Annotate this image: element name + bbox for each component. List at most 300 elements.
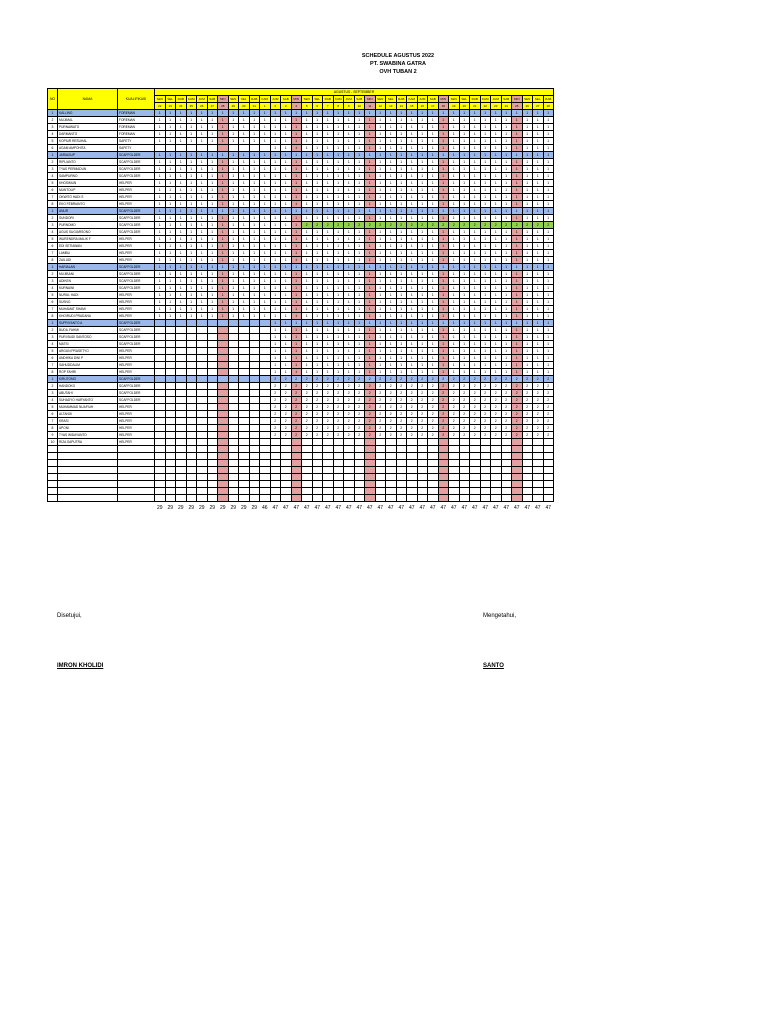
shift-cell: 1	[417, 348, 428, 355]
shift-cell: 1	[470, 369, 481, 376]
shift-cell	[165, 432, 176, 439]
shift-cell: 1	[291, 327, 302, 334]
shift-cell: 1	[333, 369, 344, 376]
shift-cell: 1	[533, 299, 544, 306]
shift-cell: 1	[281, 313, 292, 320]
shift-cell: 1	[407, 341, 418, 348]
day-header: JUM	[270, 96, 281, 103]
employee-qualification: SCAFFOLDER	[118, 159, 155, 166]
shift-cell: 1	[375, 236, 386, 243]
shift-cell: 1	[491, 292, 502, 299]
shift-cell: 1	[438, 362, 449, 369]
empty-row	[48, 488, 554, 495]
shift-cell: 1	[428, 264, 439, 271]
shift-cell: 1	[239, 117, 250, 124]
shift-cell	[186, 334, 197, 341]
shift-cell	[386, 481, 397, 488]
shift-cell: 1	[354, 264, 365, 271]
day-header: JUM	[491, 96, 502, 103]
table-row	[48, 201, 554, 208]
shift-cell: 1	[407, 236, 418, 243]
shift-cell	[543, 474, 554, 481]
employee-name: SAHUDDALIM	[58, 362, 118, 369]
shift-cell	[302, 460, 313, 467]
shift-cell: 1	[228, 208, 239, 215]
shift-cell: 1	[491, 334, 502, 341]
day-header: MIN	[438, 96, 449, 103]
total-count: 47	[387, 505, 394, 511]
shift-cell: 2	[365, 411, 376, 418]
shift-cell	[249, 145, 260, 152]
shift-cell: 1	[228, 117, 239, 124]
shift-cell: 1	[459, 334, 470, 341]
shift-cell: 1	[428, 180, 439, 187]
shift-cell: 1	[270, 341, 281, 348]
shift-cell: 2	[480, 397, 491, 404]
shift-cell: 1	[449, 201, 460, 208]
shift-cell: 1	[281, 131, 292, 138]
shift-cell: 2	[543, 411, 554, 418]
shift-cell	[186, 404, 197, 411]
shift-cell: 2	[449, 383, 460, 390]
shift-cell	[365, 439, 376, 446]
shift-cell: 1	[512, 278, 523, 285]
shift-cell	[249, 467, 260, 474]
shift-cell	[239, 418, 250, 425]
shift-cell: 2	[323, 432, 334, 439]
shift-cell: 1	[365, 292, 376, 299]
shift-cell: 1	[407, 243, 418, 250]
shift-cell: 1	[417, 355, 428, 362]
shift-cell	[438, 474, 449, 481]
shift-cell: 1	[249, 250, 260, 257]
table-row	[48, 306, 554, 313]
employee-name: RIPLIANTO	[58, 159, 118, 166]
shift-cell: 1	[249, 257, 260, 264]
shift-cell: 1	[470, 152, 481, 159]
shift-cell: 1	[470, 285, 481, 292]
shift-cell: 1	[480, 299, 491, 306]
shift-cell: 1	[165, 201, 176, 208]
shift-cell	[365, 495, 376, 502]
shift-cell: 2	[491, 383, 502, 390]
shift-cell: 1	[386, 285, 397, 292]
shift-cell: 1	[165, 236, 176, 243]
shift-cell	[323, 474, 334, 481]
shift-cell: 1	[522, 152, 533, 159]
shift-cell	[512, 467, 523, 474]
shift-cell	[176, 348, 187, 355]
shift-cell: 1	[312, 271, 323, 278]
shift-cell: 1	[459, 320, 470, 327]
shift-cell: 1	[375, 327, 386, 334]
shift-cell: 1	[302, 264, 313, 271]
shift-cell: 2	[480, 376, 491, 383]
shift-cell: 1	[260, 159, 271, 166]
shift-cell	[354, 460, 365, 467]
shift-cell: 2	[312, 411, 323, 418]
shift-cell	[491, 467, 502, 474]
shift-cell	[512, 453, 523, 460]
shift-cell	[218, 348, 229, 355]
shift-cell: 2	[386, 397, 397, 404]
shift-cell: 1	[281, 208, 292, 215]
shift-cell	[438, 495, 449, 502]
shift-cell: 2	[407, 222, 418, 229]
shift-cell: 1	[375, 313, 386, 320]
shift-cell: 1	[407, 334, 418, 341]
shift-cell: 1	[239, 306, 250, 313]
shift-cell	[249, 341, 260, 348]
shift-cell: 1	[312, 215, 323, 222]
shift-cell: 1	[365, 124, 376, 131]
shift-cell: 1	[428, 117, 439, 124]
shift-cell: 1	[270, 236, 281, 243]
shift-cell: 1	[312, 341, 323, 348]
shift-cell: 1	[270, 215, 281, 222]
shift-cell: 2	[354, 425, 365, 432]
shift-cell	[344, 446, 355, 453]
shift-cell: 1	[375, 152, 386, 159]
shift-cell: 1	[281, 173, 292, 180]
shift-cell: 1	[291, 229, 302, 236]
shift-cell: 2	[354, 383, 365, 390]
shift-cell	[470, 453, 481, 460]
day-header: JUM	[197, 96, 208, 103]
shift-cell: 1	[438, 306, 449, 313]
shift-cell	[365, 446, 376, 453]
shift-cell	[197, 404, 208, 411]
shift-cell: 1	[207, 313, 218, 320]
shift-cell: 1	[522, 313, 533, 320]
date-header: 7	[323, 103, 334, 110]
shift-cell: 2	[428, 418, 439, 425]
shift-cell	[228, 362, 239, 369]
shift-cell: 1	[533, 271, 544, 278]
shift-cell: 1	[207, 180, 218, 187]
shift-cell: 1	[365, 257, 376, 264]
shift-cell	[197, 383, 208, 390]
shift-cell: 1	[428, 362, 439, 369]
shift-cell: 1	[407, 208, 418, 215]
shift-cell	[312, 453, 323, 460]
shift-cell: 2	[365, 425, 376, 432]
shift-cell	[281, 488, 292, 495]
day-header: KAM	[334, 97, 342, 101]
shift-cell: 1	[249, 285, 260, 292]
shift-cell: 1	[417, 327, 428, 334]
total-count: 29	[209, 505, 216, 511]
shift-cell	[333, 453, 344, 460]
shift-cell: 2	[470, 425, 481, 432]
shift-cell: 1	[302, 341, 313, 348]
shift-cell: 1	[386, 327, 397, 334]
shift-cell: 2	[365, 376, 376, 383]
shift-cell: 1	[165, 173, 176, 180]
shift-cell: 1	[344, 334, 355, 341]
shift-cell: 1	[218, 278, 229, 285]
shift-cell	[354, 453, 365, 460]
shift-cell: 1	[344, 292, 355, 299]
shift-cell: 1	[281, 152, 292, 159]
shift-cell: 1	[176, 264, 187, 271]
day-header: SAB	[501, 96, 512, 103]
shift-cell	[228, 481, 239, 488]
shift-cell: 1	[438, 271, 449, 278]
shift-cell: 1	[218, 313, 229, 320]
shift-cell: 1	[396, 362, 407, 369]
shift-cell: 2	[396, 383, 407, 390]
shift-cell	[501, 446, 512, 453]
shift-cell: 1	[291, 222, 302, 229]
shift-cell: 1	[428, 306, 439, 313]
shift-cell	[260, 495, 271, 502]
shift-cell: 1	[239, 278, 250, 285]
shift-cell: 2	[428, 383, 439, 390]
shift-cell: 1	[407, 117, 418, 124]
shift-cell: 1	[186, 152, 197, 159]
shift-cell: 1	[249, 292, 260, 299]
shift-cell: 2	[333, 397, 344, 404]
row-number: 3	[48, 124, 58, 131]
shift-cell	[207, 348, 218, 355]
shift-cell: 1	[186, 271, 197, 278]
shift-cell: 1	[155, 215, 166, 222]
shift-cell: 1	[165, 264, 176, 271]
shift-cell: 1	[270, 313, 281, 320]
shift-cell	[176, 376, 187, 383]
shift-cell	[260, 481, 271, 488]
shift-cell: 1	[512, 208, 523, 215]
shift-cell: 1	[459, 369, 470, 376]
shift-cell	[165, 355, 176, 362]
shift-cell	[417, 495, 428, 502]
shift-cell: 1	[522, 194, 533, 201]
shift-cell: 2	[417, 390, 428, 397]
shift-cell: 1	[417, 313, 428, 320]
shift-cell: 1	[491, 159, 502, 166]
shift-cell: 1	[396, 334, 407, 341]
shift-cell	[260, 460, 271, 467]
shift-cell: 1	[365, 243, 376, 250]
shift-cell: 1	[449, 264, 460, 271]
shift-cell: 1	[218, 243, 229, 250]
shift-cell: 1	[302, 257, 313, 264]
shift-cell: 1	[491, 180, 502, 187]
shift-cell: 1	[438, 257, 449, 264]
shift-cell: 1	[302, 229, 313, 236]
shift-cell: 1	[501, 180, 512, 187]
day-header: SEL	[459, 96, 470, 103]
shift-cell	[165, 481, 176, 488]
unit-name: OVH TUBAN 2	[379, 69, 417, 75]
shift-cell: 2	[522, 432, 533, 439]
shift-cell: 1	[333, 173, 344, 180]
shift-cell	[186, 439, 197, 446]
shift-cell: 1	[344, 187, 355, 194]
shift-cell: 1	[155, 138, 166, 145]
shift-cell: 1	[323, 229, 334, 236]
shift-cell: 1	[312, 278, 323, 285]
date-header: 22	[155, 103, 166, 110]
shift-cell: 1	[417, 138, 428, 145]
shift-cell: 1	[449, 320, 460, 327]
shift-cell: 1	[480, 145, 491, 152]
shift-cell	[239, 320, 250, 327]
shift-cell: 2	[375, 418, 386, 425]
shift-cell	[155, 390, 166, 397]
shift-cell: 1	[207, 215, 218, 222]
shift-cell: 2	[302, 425, 313, 432]
shift-cell	[333, 439, 344, 446]
shift-cell	[197, 362, 208, 369]
shift-cell	[218, 397, 229, 404]
shift-cell	[459, 439, 470, 446]
shift-cell: 1	[270, 187, 281, 194]
shift-cell	[270, 439, 281, 446]
shift-cell: 2	[512, 418, 523, 425]
shift-cell: 1	[491, 278, 502, 285]
shift-cell: 1	[512, 271, 523, 278]
shift-cell: 1	[438, 173, 449, 180]
empty-row	[48, 460, 554, 467]
shift-cell: 1	[270, 306, 281, 313]
shift-cell: 2	[417, 383, 428, 390]
shift-cell: 1	[417, 117, 428, 124]
totals-spacer	[48, 502, 155, 515]
shift-cell: 1	[333, 194, 344, 201]
shift-cell: 1	[543, 348, 554, 355]
shift-cell: 1	[270, 194, 281, 201]
shift-cell: 1	[291, 292, 302, 299]
shift-cell: 2	[302, 390, 313, 397]
shift-cell	[155, 446, 166, 453]
shift-cell: 1	[354, 299, 365, 306]
shift-cell: 1	[207, 306, 218, 313]
shift-cell: 1	[239, 131, 250, 138]
empty-row	[48, 446, 554, 453]
shift-cell: 1	[323, 292, 334, 299]
employee-qualification	[118, 495, 155, 502]
shift-cell: 1	[281, 348, 292, 355]
shift-cell: 1	[480, 124, 491, 131]
shift-cell: 1	[396, 159, 407, 166]
shift-cell: 1	[165, 110, 176, 117]
shift-cell: 1	[228, 166, 239, 173]
total-count: 47	[345, 505, 352, 511]
shift-cell: 1	[375, 145, 386, 152]
shift-cell: 2	[407, 404, 418, 411]
shift-cell: 1	[302, 124, 313, 131]
shift-cell: 2	[480, 418, 491, 425]
shift-cell: 1	[417, 194, 428, 201]
shift-cell: 2	[491, 425, 502, 432]
employee-name: AGAM AMPOHITA	[58, 145, 118, 152]
date-header: 27	[207, 103, 218, 110]
shift-cell: 1	[449, 362, 460, 369]
shift-cell: 1	[323, 278, 334, 285]
shift-cell: 1	[533, 292, 544, 299]
shift-cell: 1	[260, 173, 271, 180]
shift-cell: 2	[396, 397, 407, 404]
shift-cell	[155, 495, 166, 502]
shift-cell: 1	[407, 152, 418, 159]
shift-cell	[186, 425, 197, 432]
shift-cell	[312, 474, 323, 481]
shift-cell: 2	[543, 390, 554, 397]
date-header: 20	[459, 103, 470, 110]
shift-cell: 1	[396, 257, 407, 264]
shift-cell	[249, 460, 260, 467]
shift-cell	[522, 488, 533, 495]
shift-cell: 1	[543, 110, 554, 117]
table-row	[48, 180, 554, 187]
day-header: MIN	[365, 96, 376, 103]
shift-cell: 1	[302, 285, 313, 292]
day-header: RAB	[249, 96, 260, 103]
shift-cell	[491, 439, 502, 446]
shift-cell: 1	[165, 152, 176, 159]
shift-cell	[249, 404, 260, 411]
shift-cell: 2	[428, 432, 439, 439]
shift-cell: 1	[396, 348, 407, 355]
shift-cell: 2	[312, 383, 323, 390]
shift-cell: 2	[312, 397, 323, 404]
shift-cell: 2	[459, 222, 470, 229]
shift-cell	[155, 460, 166, 467]
shift-cell: 1	[291, 166, 302, 173]
shift-cell: 1	[270, 327, 281, 334]
shift-cell: 1	[186, 117, 197, 124]
employee-name: KHOIRUDI PRADANA	[58, 313, 118, 320]
table-row	[48, 425, 554, 432]
shift-cell: 1	[176, 278, 187, 285]
date-header: 26	[197, 103, 208, 110]
table-row	[48, 243, 554, 250]
totals-row	[48, 502, 554, 515]
employee-name	[58, 481, 118, 488]
shift-cell: 2	[344, 432, 355, 439]
shift-cell: 1	[270, 117, 281, 124]
shift-cell: 1	[459, 341, 470, 348]
shift-cell: 1	[533, 187, 544, 194]
shift-cell	[470, 474, 481, 481]
shift-cell: 1	[165, 222, 176, 229]
shift-cell	[239, 481, 250, 488]
shift-cell: 1	[239, 110, 250, 117]
shift-cell: 1	[407, 257, 418, 264]
shift-cell: 1	[386, 355, 397, 362]
shift-cell: 1	[438, 327, 449, 334]
shift-cell: 1	[354, 306, 365, 313]
shift-cell: 1	[543, 299, 554, 306]
shift-cell: 1	[302, 271, 313, 278]
shift-cell: 1	[155, 194, 166, 201]
shift-cell: 1	[449, 313, 460, 320]
shift-cell: 1	[417, 201, 428, 208]
shift-cell: 1	[491, 215, 502, 222]
shift-cell: 1	[333, 152, 344, 159]
shift-cell: 1	[428, 145, 439, 152]
shift-cell: 1	[165, 278, 176, 285]
employee-name: SUSNO	[58, 299, 118, 306]
shift-cell	[155, 439, 166, 446]
shift-cell: 2	[302, 383, 313, 390]
shift-cell: 1	[512, 306, 523, 313]
shift-cell	[417, 488, 428, 495]
shift-cell: 1	[354, 166, 365, 173]
shift-cell: 1	[323, 313, 334, 320]
